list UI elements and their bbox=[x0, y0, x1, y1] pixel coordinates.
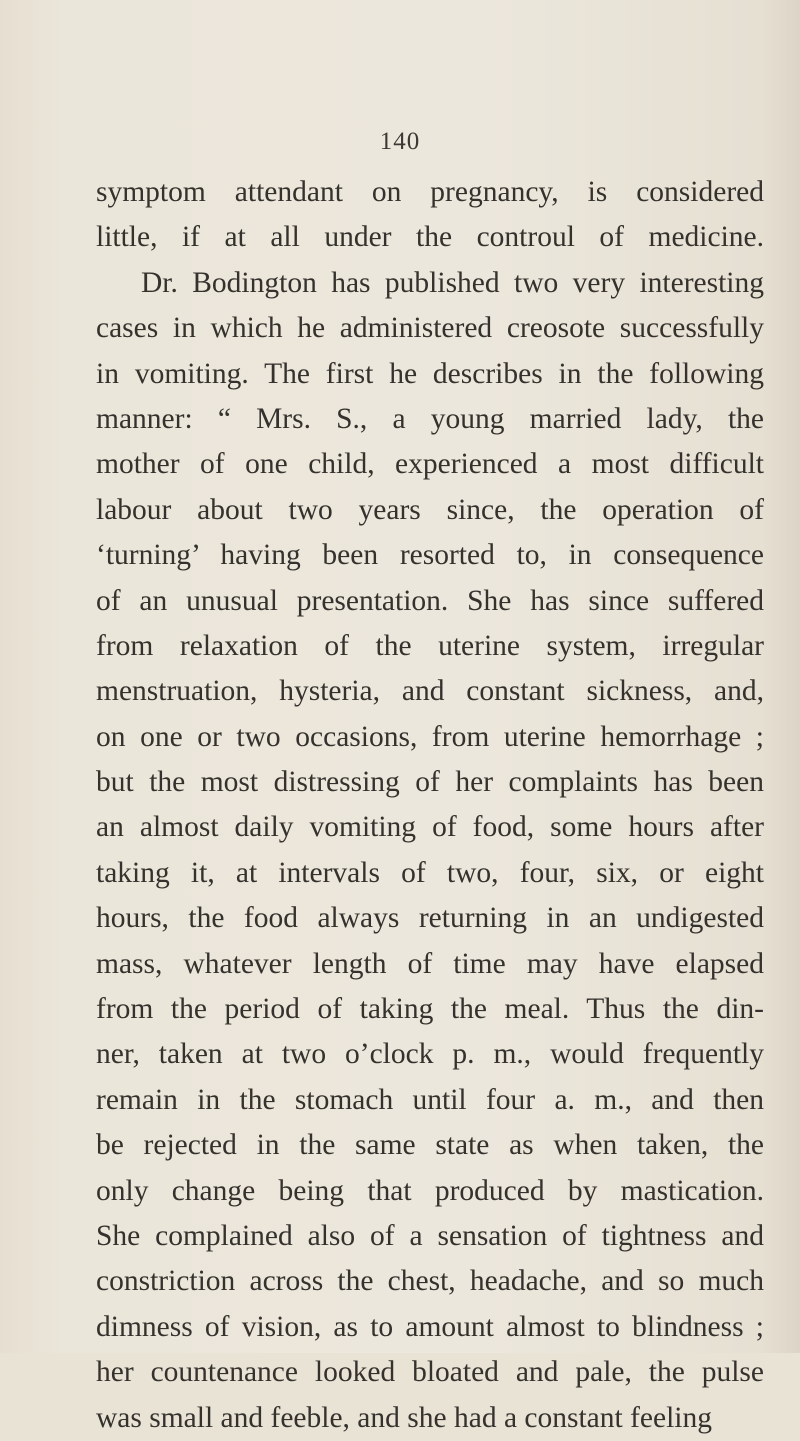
text-line: ‘turning’ having been resorted to, in consequence bbox=[96, 539, 764, 572]
text-line: mother of one child, experienced a most difficult bbox=[96, 448, 764, 481]
text-line: hours, the food always returning in an undigested bbox=[96, 902, 764, 935]
text-line: on one or two occasions, from uterine hemorrhage ; bbox=[96, 720, 764, 753]
text-line: of an unusual presentation. She has since suffered bbox=[96, 584, 764, 617]
text-line: an almost daily vomiting of food, some hours after bbox=[96, 811, 764, 844]
text-line: from relaxation of the uterine system, irregular bbox=[96, 629, 764, 662]
text-line: but the most distressing of her complaints has been bbox=[96, 766, 764, 799]
text-line: be rejected in the same state as when taken, the bbox=[96, 1129, 764, 1162]
text-line: labour about two years since, the operation of bbox=[96, 493, 764, 526]
text-line: constriction across the chest, headache, and so much bbox=[96, 1265, 764, 1298]
text-line: symptom attendant on pregnancy, is considered bbox=[96, 176, 764, 208]
text-line: taking it, at intervals of two, four, six, or eight bbox=[96, 856, 764, 889]
text-line: manner: “ Mrs. S., a young married lady, the bbox=[96, 402, 764, 435]
text-line: menstruation, hysteria, and constant sickness, and, bbox=[96, 675, 764, 708]
body-text bbox=[96, 170, 764, 1441]
page-number: 140 bbox=[379, 128, 421, 155]
text-line: her countenance looked bloated and pale, the pulse bbox=[96, 1356, 764, 1389]
text-line: cases in which he administered creosote successfully bbox=[96, 312, 764, 345]
text-line: was small and feeble, and she had a constant feeling bbox=[96, 1401, 712, 1434]
text-line: little, if at all under the controul of medicine. bbox=[96, 221, 764, 254]
text-line: remain in the stomach until four a. m., and then bbox=[96, 1083, 764, 1116]
text-line: only change being that produced by mastication. bbox=[96, 1174, 764, 1207]
text-line: ner, taken at two o’clock p. m., would frequently bbox=[96, 1038, 764, 1071]
text-line: Dr. Bodington has published two very interesting bbox=[141, 266, 764, 299]
text-line: She complained also of a sensation of tightness and bbox=[96, 1219, 764, 1252]
text-line: mass, whatever length of time may have elapsed bbox=[96, 947, 764, 980]
text-line: in vomiting. The first he describes in the following bbox=[96, 357, 764, 390]
text-line: from the period of taking the meal. Thus the din- bbox=[96, 993, 764, 1026]
text-line: dimness of vision, as to amount almost to blindness ; bbox=[96, 1310, 764, 1343]
